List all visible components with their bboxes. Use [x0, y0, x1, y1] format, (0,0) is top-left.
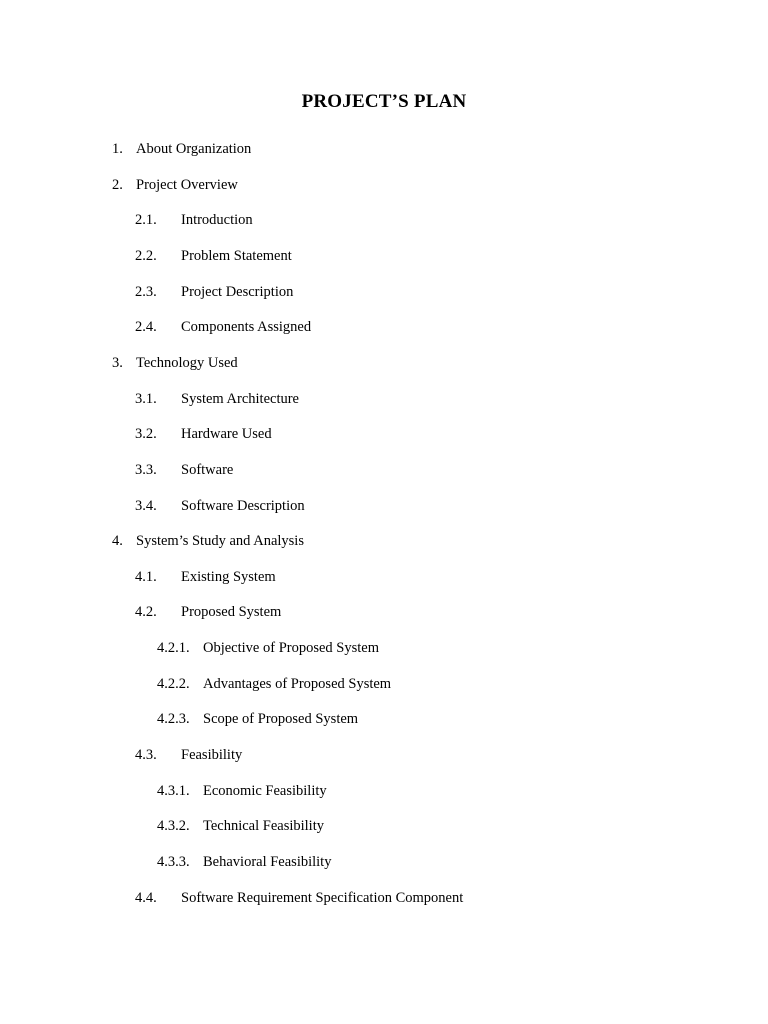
toc-entry-number: 2.1.	[135, 212, 157, 228]
toc-entry-number: 4.2.1.	[157, 640, 190, 656]
toc-entry-label: Project Overview	[136, 177, 238, 193]
toc-entry-number: 3.2.	[135, 426, 157, 442]
toc-entry-number: 4.2.2.	[157, 676, 190, 692]
toc-entry-label: Components Assigned	[181, 319, 312, 335]
page-title: PROJECT’S PLAN	[301, 91, 467, 112]
toc-entry-label: Feasibility	[181, 747, 243, 763]
toc-entry-number: 4.3.3.	[157, 854, 190, 870]
toc-entry-label: Objective of Proposed System	[203, 640, 379, 656]
toc-entry-label: Software	[181, 462, 234, 478]
toc-entry-number: 3.1.	[135, 391, 157, 407]
toc-entry-number: 4.3.2.	[157, 818, 190, 834]
toc-entry-label: Technology Used	[136, 355, 238, 371]
toc-entry-label: Software Requirement Specification Component	[181, 890, 464, 906]
toc-entry-label: Problem Statement	[181, 248, 292, 264]
toc-entry-number: 2.	[112, 177, 123, 193]
toc-entry-label: Hardware Used	[181, 426, 272, 442]
toc-entry-number: 4.	[112, 533, 123, 549]
toc-entry-label: Existing System	[181, 569, 276, 585]
toc-entry-label: Introduction	[181, 212, 253, 228]
toc-entry-number: 4.3.	[135, 747, 157, 763]
toc-entry-label: Advantages of Proposed System	[203, 676, 392, 692]
toc-entry-number: 3.3.	[135, 462, 157, 478]
toc-entry-label: Behavioral Feasibility	[203, 854, 332, 870]
toc-entry-number: 4.3.1.	[157, 783, 190, 799]
toc-entry-label: Scope of Proposed System	[203, 711, 359, 727]
toc-entry-number: 3.4.	[135, 498, 157, 514]
toc-entry-label: Economic Feasibility	[203, 783, 327, 799]
toc-entry-label: System’s Study and Analysis	[136, 533, 304, 549]
toc-entry-number: 2.4.	[135, 319, 157, 335]
toc-entry-number: 4.2.	[135, 604, 157, 620]
toc-entry-number: 4.4.	[135, 890, 157, 906]
toc-entry-label: About Organization	[136, 141, 252, 157]
toc-entry-number: 2.2.	[135, 248, 157, 264]
toc-entry-label: Proposed System	[181, 604, 282, 620]
toc-entry-number: 2.3.	[135, 284, 157, 300]
toc-entry-label: Technical Feasibility	[203, 818, 324, 834]
toc-entry-label: System Architecture	[181, 391, 299, 407]
toc-entry-label: Software Description	[181, 498, 305, 514]
toc-entry-number: 4.1.	[135, 569, 157, 585]
toc-entry-number: 4.2.3.	[157, 711, 190, 727]
toc-entry-label: Project Description	[181, 284, 294, 300]
toc-entry-number: 3.	[112, 355, 123, 371]
toc-entry-number: 1.	[112, 141, 123, 157]
